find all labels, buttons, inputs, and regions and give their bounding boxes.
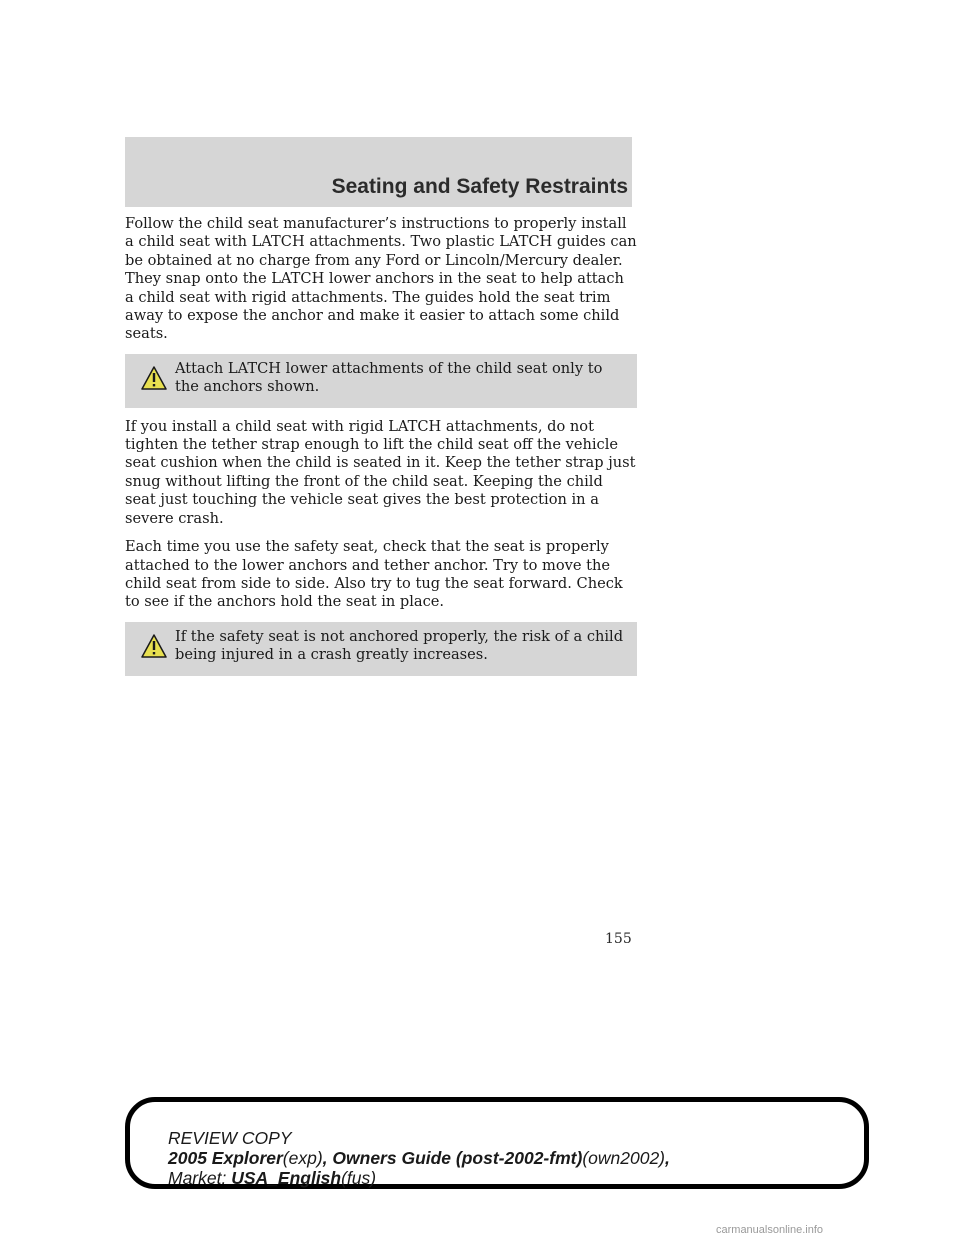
site-watermark: carmanualsonline.info [716, 1224, 824, 1236]
warning-text-latch: Attach LATCH lower attachments of the child seat only to the anchors shown. [175, 359, 603, 396]
section-header-band [125, 137, 632, 207]
paragraph-check-seat: Each time you use the safety seat, check that the seat is properly attached to the lower anchors and tether anchor. Try to move the child seat from side to side. Also try to tug the seat forward. Check to see if the anchors hold the seat in place. [125, 538, 623, 611]
paragraph-latch-guides: Follow the child seat manufacturer’s instructions to properly install a child seat with LATCH attachments. Two plastic LATCH guides can be obtained at no charge from any Ford or Lincoln/Mercury dealer. They snap onto the LATCH lower anchors in the seat to help attach a child seat with rigid attachments. The guides hold the seat trim away to expose the anchor and make it easier to attach some child seats. [125, 215, 637, 343]
footer-market-code: (fus) [341, 1168, 377, 1188]
footer-market-line [168, 1168, 670, 1188]
warning-box-anchoring [125, 622, 637, 676]
warning-triangle-icon [141, 634, 167, 658]
page-number: 155 [605, 931, 632, 947]
footer-model-code: (exp) [282, 1148, 323, 1168]
footer-sep-1: , [322, 1148, 333, 1168]
section-title: Seating and Safety Restraints [331, 175, 628, 198]
warning-box-latch [125, 354, 637, 408]
paragraph-tether-strap: If you install a child seat with rigid LATCH attachments, do not tighten the tether strap enough to lift the child seat off the vehicle seat cushion when the child is seated in it. Keep the tether strap just snug without lifting the front of the child seat. Keeping the child seat just touching the vehicle seat gives the best protection in a severe crash. [125, 417, 636, 527]
footer-guide: Owners Guide (post-2002-fmt) [332, 1148, 583, 1168]
footer-review-copy: REVIEW COPY [168, 1128, 292, 1148]
footer-market-label: Market: [168, 1168, 232, 1188]
footer-sep-2: , [665, 1148, 670, 1168]
page-body [125, 215, 637, 686]
footer-market: USA_English [231, 1168, 342, 1188]
footer-model: 2005 Explorer [168, 1148, 283, 1168]
footer-model-line [168, 1148, 670, 1168]
warning-text-anchoring: If the safety seat is not anchored properly, the risk of a child being injured in a crash greatly increases. [175, 627, 624, 664]
warning-triangle-icon [141, 366, 167, 390]
footer-guide-code: (own2002) [582, 1148, 666, 1168]
review-copy-footer [125, 1097, 869, 1189]
footer-text [168, 1128, 670, 1188]
